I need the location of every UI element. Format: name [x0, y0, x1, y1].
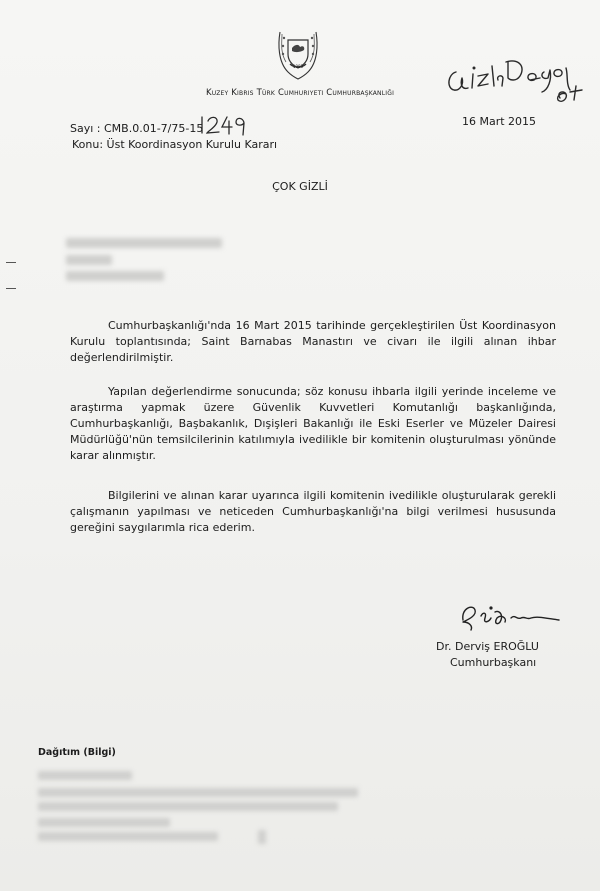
reference-number: [70, 122, 203, 135]
redacted-distribution-line-2: [38, 788, 358, 797]
reference-number-label: Sayı: [70, 122, 94, 135]
institution-name: Kuzey Kıbrıs Türk Cumhuriyeti Cumhurbaşkanlığı: [205, 88, 395, 98]
reference-number-value: : CMB.0.01-7/75-15: [96, 122, 204, 135]
redacted-addressee-line-3: [66, 271, 164, 281]
signatory-name: Dr. Derviş EROĞLU: [436, 640, 539, 653]
emblem-year: 1983: [292, 64, 304, 69]
subject-label: Konu:: [72, 138, 104, 151]
subject-line: [72, 138, 277, 151]
body-paragraph-3: Bilgilerini ve alınan karar uyarınca ilgili komitenin ivedilikle oluşturularak gerekli çalışmanın yapılması ve neticeden Cumhurbaşkanlığı'na bilgi verilmesi hususunda gereğini saygılarımla rica ederim.: [70, 489, 556, 534]
reference-handwritten-number: [200, 113, 248, 137]
signatory-title: Cumhurbaşkanı: [450, 656, 537, 669]
subject-value: Üst Koordinasyon Kurulu Kararı: [106, 138, 278, 151]
redacted-distribution-line-4: [38, 818, 170, 827]
classification-label: ÇOK GİZLİ: [272, 180, 328, 193]
body-paragraph-2: Yapılan değerlendirme sonucunda; söz konusu ihbarla ilgili yerinde inceleme ve araştırma yapmak üzere Güvenlik Kuvvetleri Komutanlığı başkanlığında, Cumhurbaşkanlığı, Başbakanlık, Dışişleri Bakanlığı ile Eski Eserler ve Müzeler Dairesi Müdürlüğü'nün temsilcilerinin katılımıyla ivedilikle bir komitenin oluşturulması yönünde karar alınmıştır.: [70, 385, 556, 462]
margin-mark: [6, 262, 16, 263]
redacted-distribution-line-1: [38, 771, 132, 780]
signature: [455, 600, 565, 634]
redacted-addressee-line-2: [66, 255, 112, 265]
coat-of-arms-icon: [266, 22, 330, 86]
margin-mark: [6, 288, 16, 289]
redacted-addressee-line-1: [66, 238, 222, 248]
redacted-distribution-line-5: [38, 832, 218, 841]
distribution-title: Dağıtım (Bilgi): [38, 747, 116, 758]
redacted-distribution-mark: [258, 830, 266, 844]
handwritten-note: [440, 40, 600, 110]
body-paragraph-1: Cumhurbaşkanlığı'nda 16 Mart 2015 tarihinde gerçekleştirilen Üst Koordinasyon Kurulu toplantısında; Saint Barnabas Manastırı ve civarı ile ilgili alınan ihbar değerlendirilmiştir.: [70, 319, 556, 364]
redacted-distribution-line-3: [38, 802, 338, 811]
document-date: 16 Mart 2015: [462, 115, 537, 128]
